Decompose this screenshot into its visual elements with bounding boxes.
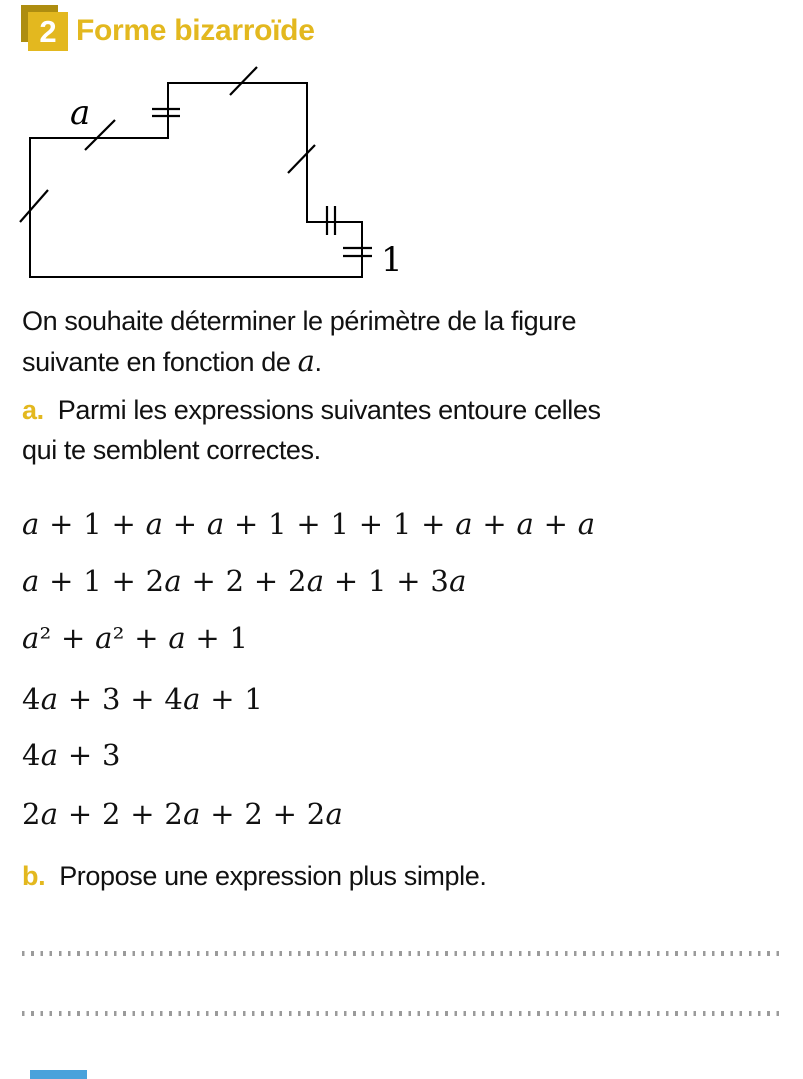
intro-line-2: suivante en fonction de a. [22, 344, 322, 378]
question-a-line-2: qui te semblent correctes. [22, 435, 321, 465]
tick-single-top-edge [230, 67, 257, 95]
exercise-title: Forme bizarroïde [76, 14, 315, 47]
figure-label-a: a [70, 93, 91, 133]
expression-item-2[interactable]: a + 1 + 2a + 2 + 2a + 1 + 3a [22, 564, 467, 598]
exercise-number-badge [28, 12, 68, 51]
answer-line-1[interactable] [22, 951, 780, 956]
next-exercise-badge-partial [30, 1070, 87, 1079]
figure-label-1: 1 [381, 240, 403, 280]
question-a-line-1: a. Parmi les expressions suivantes entoure celles [22, 395, 601, 425]
question-a-label: a. [22, 395, 44, 425]
expression-item-4[interactable]: 4a + 3 + 4a + 1 [22, 682, 264, 716]
expression-item-5[interactable]: 4a + 3 [22, 738, 121, 772]
tick-double-lower-vertical [343, 248, 372, 256]
answer-line-2[interactable] [22, 1011, 780, 1016]
tick-single-left-edge [20, 190, 48, 222]
expression-item-6[interactable]: 2a + 2 + 2a + 2 + 2a [22, 797, 344, 831]
polygon-figure [0, 60, 420, 290]
question-b-label: b. [22, 861, 46, 891]
intro-line-1: On souhaite déterminer le périmètre de la figure [22, 306, 577, 336]
tick-single-right-edge [288, 145, 315, 173]
expression-item-3[interactable]: a² + a² + a + 1 [22, 621, 249, 655]
tick-double-step-horizontal [327, 206, 335, 235]
expression-item-1[interactable]: a + 1 + a + a + 1 + 1 + 1 + a + a + a [22, 507, 596, 541]
question-b-line: b. Propose une expression plus simple. [22, 861, 487, 891]
tick-double-upper-vertical [152, 109, 180, 116]
exercise-number: 2 [39, 13, 57, 49]
intro-variable-a: a [297, 344, 315, 378]
